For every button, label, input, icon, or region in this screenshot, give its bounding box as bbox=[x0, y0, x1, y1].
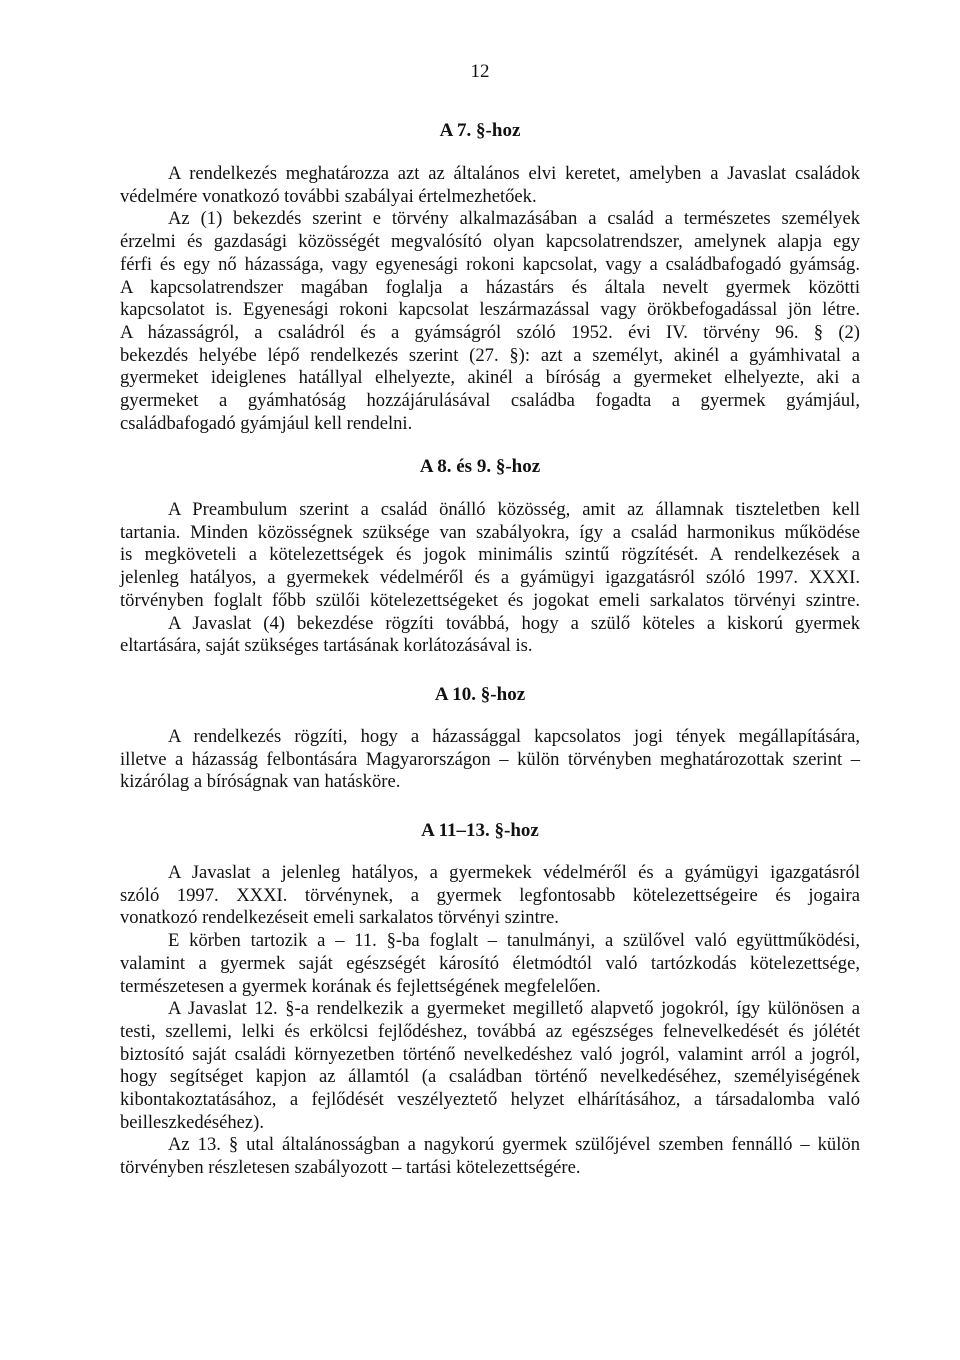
text-line: szóló 1997. XXXI. törvénynek, a gyermek legfontosabb kötelezettségeire és jogaira bbox=[120, 884, 860, 906]
section-body-10 bbox=[120, 726, 860, 794]
text-line: gyermeket ideiglenes hatállyal elhelyezte, akinél a bíróság a gyermeket elhelyezte, aki a bbox=[120, 367, 860, 389]
section-body-7 bbox=[120, 163, 860, 435]
text-line: A rendelkezés meghatározza azt az általános elvi keretet, amelyben a Javaslat családok bbox=[168, 163, 860, 184]
text-line: A Javaslat 12. §-a rendelkezik a gyermeket megillető alapvető jogokról, így különösen a bbox=[168, 998, 860, 1020]
section-heading-8-9: A 8. és 9. §-hoz bbox=[419, 456, 541, 477]
page-number: 12 bbox=[470, 61, 490, 82]
text-line: biztosító saját családi környezetben történő nevelkedéshez való jogról, valamint arról a jogról, bbox=[120, 1043, 860, 1065]
text-line: kapcsolatot is. Egyenesági rokoni kapcsolat leszármazással vagy örökbefogadással jön létre. bbox=[120, 299, 860, 321]
text-line: vonatkozó rendelkezéseit emeli sarkalatos törvényi szintre. bbox=[120, 907, 559, 929]
text-line: is megköveteli a kötelezettségek és jogok minimális szintű rögzítését. A rendelkezések a bbox=[120, 544, 860, 566]
text-line: E körben tartozik a – 11. §-ba foglalt – tanulmányi, a szülővel való együttműködési, bbox=[168, 930, 860, 952]
text-line: A Javaslat a jelenleg hatályos, a gyermekek védelméről és a gyámügyi igazgatásról bbox=[168, 862, 860, 883]
text-line: kibontakoztatásához, a fejlődését veszélyeztető helyzet elhárításához, a társadalomba való bbox=[120, 1089, 860, 1111]
text-line: férfi és egy nő házassága, vagy egyenesági rokoni kapcsolat, vagy a családbafogadó gyámság. bbox=[120, 253, 860, 275]
text-line: beilleszkedéséhez). bbox=[120, 1111, 265, 1133]
text-line: gyermeket a gyámhatóság hozzájárulásával családba fogadta a gyermek gyámjául, bbox=[120, 390, 860, 412]
section-heading-7: A 7. §-hoz bbox=[439, 120, 521, 141]
text-line: érzelmi és gazdasági közösségét megvalósító olyan kapcsolatrendszer, amelynek alapja egy bbox=[120, 231, 860, 253]
text-line: természetesen a gyermek korának és fejlettségének megfelelően. bbox=[120, 975, 601, 997]
text-line: törvényben részletesen szabályozott – tartási kötelezettségére. bbox=[120, 1157, 581, 1179]
text-line: A házasságról, a családról és a gyámságról szóló 1952. évi IV. törvény 96. § (2) bbox=[120, 321, 860, 343]
section-body-8-9 bbox=[120, 499, 860, 658]
text-line: kizárólag a bíróságnak van hatásköre. bbox=[120, 771, 401, 793]
text-line: A Javaslat (4) bekezdése rögzíti továbbá, hogy a szülő köteles a kiskorú gyermek bbox=[168, 612, 860, 634]
text-line: családbafogadó gyámjául kell rendelni. bbox=[120, 412, 413, 434]
text-line: tartania. Minden közösségnek szüksége van szabályokra, így a család harmonikus működése bbox=[120, 521, 860, 543]
text-line: testi, szellemi, lelki és erkölcsi fejlődéshez, továbbá az egészséges felnevelkedését és jólétét bbox=[120, 1020, 860, 1042]
text-line: A kapcsolatrendszer magában foglalja a házastárs és általa nevelt gyermek közötti bbox=[120, 276, 860, 298]
text-line: A Preambulum szerint a család önálló közösség, amit az államnak tiszteletben kell bbox=[168, 499, 860, 520]
text-line: A rendelkezés rögzíti, hogy a házassággal kapcsolatos jogi tények megállapítására, bbox=[168, 726, 860, 747]
section-body-11-13 bbox=[120, 862, 860, 1180]
text-line: bekezdés helyébe lépő rendelkezés szerint (27. §): azt a személyt, akinél a gyámhivatal a bbox=[120, 344, 860, 366]
text-line: védelmére vonatkozó további szabályai értelmezhetőek. bbox=[120, 185, 537, 207]
text-line: hogy segítséget kapjon az államtól (a családban történő nevelkedéséhez, személyiségének bbox=[120, 1066, 860, 1088]
text-line: jelenleg hatályos, a gyermekek védelméről és a gyámügyi igazgatásról szóló 1997. XXXI. bbox=[120, 567, 860, 589]
text-line: Az (1) bekezdés szerint e törvény alkalmazásában a család a természetes személyek bbox=[168, 208, 860, 230]
text-line: törvényben foglalt főbb szülői kötelezettségeket és jogokat emeli sarkalatos törvényi szintre. bbox=[120, 589, 860, 611]
section-heading-11-13: A 11–13. §-hoz bbox=[421, 820, 539, 841]
text-line: eltartására, saját szükséges tartásának korlátozásával is. bbox=[120, 635, 533, 657]
text-line: illetve a házasság felbontására Magyarországon – külön törvényben meghatározottak szerint – bbox=[120, 748, 860, 770]
section-heading-10: A 10. §-hoz bbox=[434, 684, 526, 705]
text-line: Az 13. § utal általánosságban a nagykorú gyermek szülőjével szemben fennálló – külön bbox=[168, 1134, 860, 1156]
text-line: valamint a gyermek saját egészségét károsító életmódtól való tartózkodás kötelezettsége, bbox=[120, 952, 860, 974]
